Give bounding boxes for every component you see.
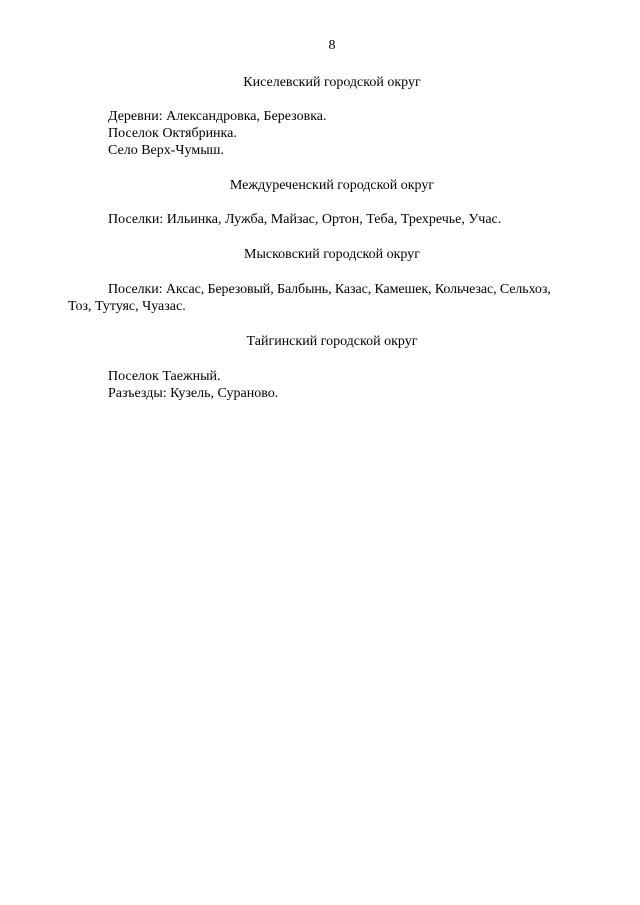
section-line: Тоз, Тутуяс, Чуазас. [68, 299, 186, 314]
section-heading-myskovsky: Мысковский городской округ [244, 247, 420, 262]
section-line: Разъезды: Кузель, Сураново. [108, 386, 279, 401]
section-line: Поселок Таежный. [108, 369, 221, 384]
section-line: Село Верх-Чумыш. [108, 143, 224, 158]
section-heading-kiselevsky: Киселевский городской округ [243, 75, 421, 90]
section-line: Поселок Октябринка. [108, 126, 237, 141]
section-line: Поселки: Ильинка, Лужба, Майзас, Ортон, Теба, Трехречье, Учас. [108, 212, 502, 227]
section-line: Деревни: Александровка, Березовка. [108, 109, 327, 124]
section-line: Поселки: Аксас, Березовый, Балбынь, Казас, Камешек, Кольчезас, Сельхоз, [108, 282, 551, 297]
section-heading-mezhdurechensky: Междуреченский городской округ [229, 178, 435, 193]
page-number: 8 [328, 38, 336, 53]
section-heading-tayginsky: Тайгинский городской округ [246, 334, 418, 349]
